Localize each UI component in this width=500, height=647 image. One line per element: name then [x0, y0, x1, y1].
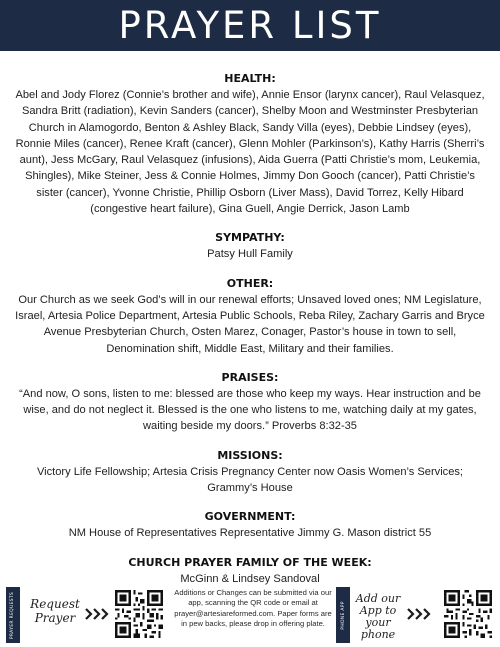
title-banner [0, 0, 500, 51]
phone-app-tab-label: PHONE APP [340, 600, 346, 630]
add-app-line2: App to [359, 604, 397, 617]
section-heading: SYMPATHY: [215, 231, 285, 245]
page-title: PRAYER LIST [118, 4, 382, 47]
prayer-list-content [12, 71, 488, 600]
section-body: “And now, O sons, listen to me: blessed are those who keep my ways. Hear instruction and be wise, and do not neglect it. Blessed is the one who listens to me, watching daily at my gates, waiting beside my doors.” Proverbs 8:32-35 [19, 387, 481, 433]
section-heading: CHURCH PRAYER FAMILY OF THE WEEK: [128, 555, 372, 569]
add-app-line1: Add our [355, 592, 401, 605]
add-app-script [352, 593, 404, 641]
section-heading: MISSIONS: [217, 448, 283, 462]
prayer-request-qr-code[interactable] [115, 590, 163, 638]
section-other [12, 276, 488, 357]
prayer-requests-tab-label: PRAYER REQUESTS [10, 591, 16, 639]
section-heading: GOVERNMENT: [204, 510, 296, 524]
section-heading: PRAISES: [221, 370, 279, 384]
section-body: NM House of Representatives Representative Jimmy G. Mason district 55 [68, 527, 432, 540]
phone-app-qr-code[interactable] [444, 590, 492, 638]
section-body: Our Church as we seek God’s will in our renewal efforts; Unsaved loved ones; NM Legislature, Israel, Artesia Police Department, Artesia Public Schools, Reba Riley, Zachary Garris and Bryce Avenue Presbyterian Church, Osten Marez, Conager, Pastor’s house in town to sell, Denomination shift, Middle East, Military and their families. [15, 293, 485, 355]
request-prayer-line1: Request [30, 597, 80, 611]
section-sympathy [12, 230, 488, 262]
arrows-icon [406, 607, 432, 626]
footer [0, 583, 500, 647]
section-body: Abel and Jody Florez (Connie’s brother and wife), Annie Ensor (larynx cancer), Raul Velasquez, Sandra Britt (radiation), Kevin Sanders (cancer), Shelby Moon and Westminster Presbyterian Church in Alamogordo, Benton & Ashley Black, Sandy Villa (eyes), Debbie Lindsey (eyes), Ronnie Miles (cancer), Renee Kraft (cancer), Glenn Mohler (Parkinson’s), Kathy Harris (Sherri’s aunt), Jess McGary, Raul Velasquez (infusions), Aida Guerra (Patti Christie’s mom, Leukemia, Shingles), Mike Steiner, Jess & Connie Holmes, Jimmy Don Gooch (cancer), Patti Christie’s sister (cancer), Yvonne Christie, Phillip Osborn (Liver Mass), David Torrez, Kelly Hibard (congestive heart failure), Gina Guell, Angie Derrick, Jason Lamb [15, 89, 485, 216]
section-health [12, 71, 488, 217]
section-body: McGinn & Lindsey Sandoval [180, 572, 320, 585]
phone-app-tab [336, 587, 350, 643]
prayer-requests-tab [6, 587, 20, 643]
add-app-line3: your phone [360, 616, 396, 641]
section-body: Victory Life Fellowship; Artesia Crisis Pregnancy Center now Oasis Women’s Services; Grammy’s House [36, 465, 464, 495]
section-missions [12, 448, 488, 497]
request-prayer-line2: Prayer [34, 611, 76, 625]
section-government [12, 509, 488, 541]
submission-instructions: Additions or Changes can be submitted via our app, scanning the QR code or email at prayer@artesiareformed.com. Paper forms are in pew backs, please drop in offering plate. [174, 588, 332, 629]
section-body: Patsy Hull Family [207, 248, 293, 261]
request-prayer-script [26, 597, 84, 625]
arrows-icon [84, 607, 110, 626]
section-heading: HEALTH: [224, 72, 276, 85]
section-praises [12, 370, 488, 435]
section-heading: OTHER: [226, 276, 274, 290]
